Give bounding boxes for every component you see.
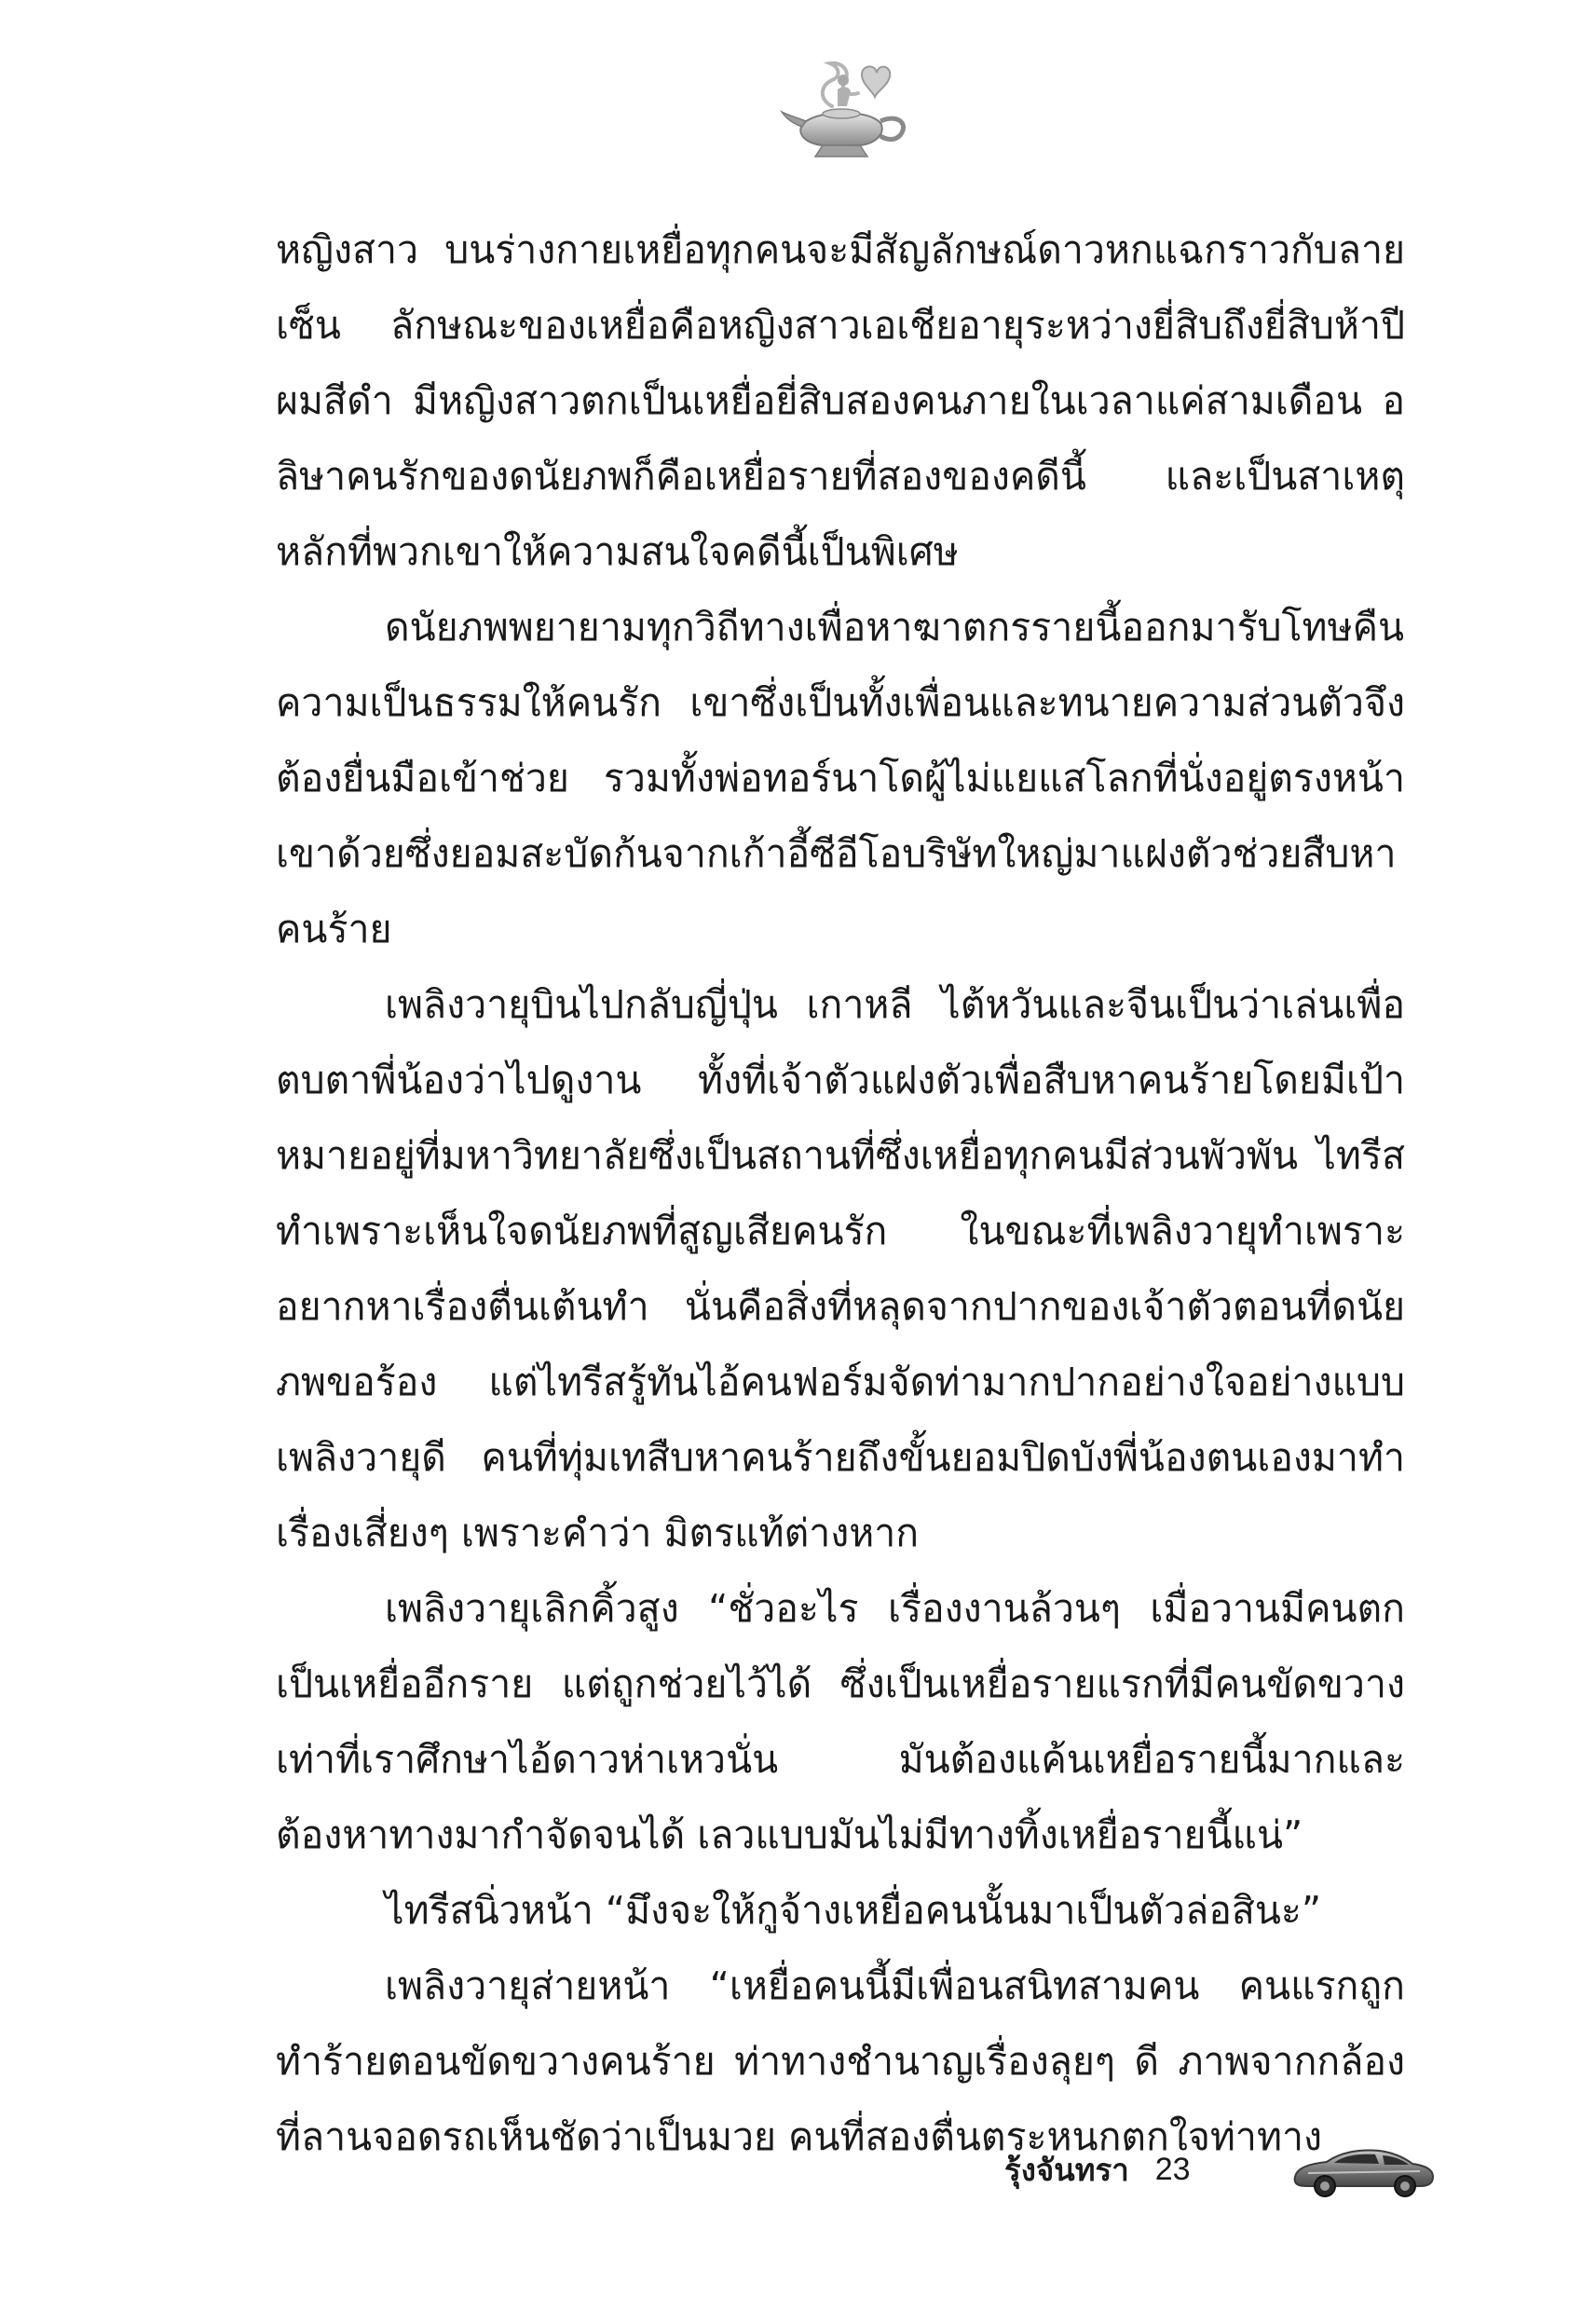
paragraph: เพลิงวายุเลิกคิ้วสูง “ชั่วอะไร เรื่องงานล้วนๆ เมื่อวานมีคนตกเป็นเหยื่ออีกราย แต่ถูกช่วยไว้ได้ ซึ่งเป็นเหยื่อรายแรกที่มีคนขัดขวางเท่าที่เราศึกษาไอ้ดาวห่าเหวนั่น มันต้องแค้นเหยื่อรายนี้มากและต้องหาทางมากำจัดจนได้ เลวแบบมันไม่มีทางทิ้งเหยื่อรายนี้แน่” bbox=[276, 1586, 1405, 1857]
paragraph: เพลิงวายุส่ายหน้า “เหยื่อคนนี้มีเพื่อนสนิทสามคน คนแรกถูกทำร้ายตอนขัดขวางคนร้าย ท่าทางชำนาญเรื่องลุยๆ ดี ภาพจากกล้องที่ลานจอดรถเห็นชัดว่าเป็นมวย คนที่สองตื่นตระหนกตกใจท่าทาง bbox=[276, 1963, 1405, 2159]
page-number: 23 bbox=[1154, 2151, 1191, 2187]
page-footer bbox=[1004, 2141, 1191, 2197]
author-name: รุ้งจันทรา bbox=[1004, 2151, 1129, 2188]
genie-lamp-icon bbox=[776, 52, 916, 164]
paragraph: หญิงสาว บนร่างกายเหยื่อทุกคนจะมีสัญลักษณ์ดาวหกแฉกราวกับลายเซ็น ลักษณะของเหยื่อคือหญิงสาวเอเชียอายุระหว่างยี่สิบถึงยี่สิบห้าปี ผมสีดำ มีหญิงสาวตกเป็นเหยื่อยี่สิบสองคนภายในเวลาแค่สามเดือน อลิษาคนรักของดนัยภพก็คือเหยื่อรายที่สองของคดีนี้ และเป็นสาเหตุหลักที่พวกเขาให้ความสนใจคดีนี้เป็นพิเศษ bbox=[276, 227, 1405, 574]
paragraph: ดนัยภพพยายามทุกวิถีทางเพื่อหาฆาตกรรายนี้ออกมารับโทษคืนความเป็นธรรมให้คนรัก เขาซึ่งเป็นทั้งเพื่อนและทนายความส่วนตัวจึงต้องยื่นมือเข้าช่วย รวมทั้งพ่อทอร์นาโดผู้ไม่แยแสโลกที่นั่งอยู่ตรงหน้าเขาด้วยซึ่งยอมสะบัดก้นจากเก้าอี้ซีอีโอบริษัทใหญ่มาแฝงตัวช่วยสืบหาคนร้าย bbox=[276, 605, 1405, 951]
car-icon bbox=[1289, 2140, 1437, 2201]
paragraph: ไทรีสนิ่วหน้า “มึงจะให้กูจ้างเหยื่อคนนั้นมาเป็นตัวล่อสินะ” bbox=[385, 1888, 1322, 1933]
page-body bbox=[276, 212, 1405, 2175]
paragraph: เพลิงวายุบินไปกลับญี่ปุ่น เกาหลี ไต้หวันและจีนเป็นว่าเล่นเพื่อตบตาพี่น้องว่าไปดูงาน ทั้งที่เจ้าตัวแฝงตัวเพื่อสืบหาคนร้ายโดยมีเป้าหมายอยู่ที่มหาวิทยาลัยซึ่งเป็นสถานที่ซึ่งเหยื่อทุกคนมีส่วนพัวพัน ไทรีสทำเพราะเห็นใจดนัยภพที่สูญเสียคนรัก ในขณะที่เพลิงวายุทำเพราะอยากหาเรื่องตื่นเต้นทำ นั่นคือสิ่งที่หลุดจากปากของเจ้าตัวตอนที่ดนัยภพขอร้อง แต่ไทรีสรู้ทันไอ้คนฟอร์มจัดท่ามากปากอย่างใจอย่างแบบเพลิงวายุดี คนที่ทุ่มเทสืบหาคนร้ายถึงขั้นยอมปิดบังพี่น้องตนเองมาทำเรื่องเสี่ยงๆ เพราะคำว่า มิตรแท้ต่างหาก bbox=[276, 982, 1405, 1555]
